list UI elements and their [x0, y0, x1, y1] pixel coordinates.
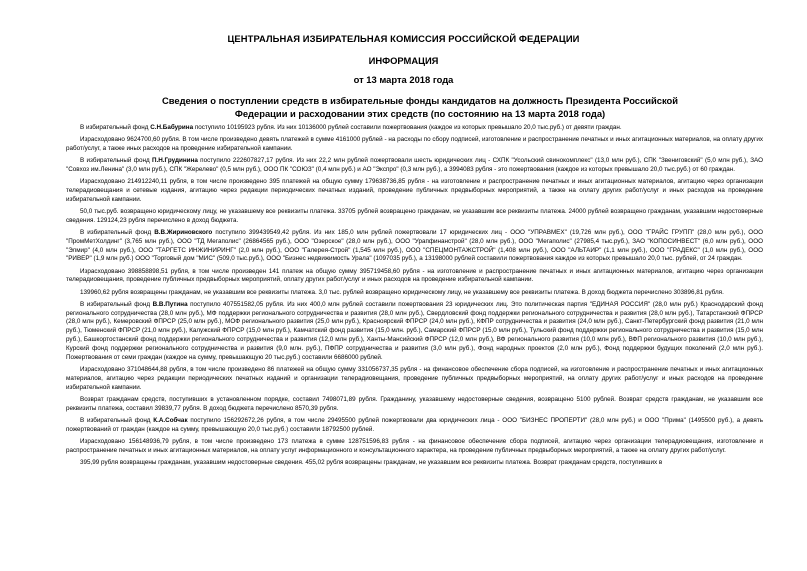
- paragraph: В избирательный фонд К.А.Собчак поступило 156292672,26 рубля, в том числе 29495500 рублей пожертвовали два юридических лица - ООО "БИЗНЕС ПРОПЕРТИ" (28,0 млн руб.) и ООО "Прима" (1495500 руб.), а девять пожертвований от граждан (каждое на сумму, превышающую 20,0 тыс.руб.) составили 18792500 рублей.: [66, 416, 763, 433]
- candidate-name: В.В.Жириновского: [154, 228, 213, 236]
- paragraph: Израсходовано 156148936,79 рубля, в том числе произведено 173 платежа в сумме 128751596,83 рубля - на финансовое обеспечение сбора подписей, агитацию через организации телерадиовещания, изготовление и распространение печатных и иных агитационных материалов, на оплату услуг информационного и консультационного характера, на проведение публичных предвыборных мероприятий, а также на оплату других работ/услуг.: [66, 437, 763, 454]
- paragraph: Израсходовано 371048644,88 рубля, в том числе произведено 86 платежей на общую сумму 331056737,35 рубля - на финансовое обеспечение сбора подписей, на изготовление и распространение печатных и иных агитационных материалов, агитацию через редакции периодических печатных изданий и организации телерадиовещания, проведение публичных предвыборных мероприятий, на оплату других работ/услуг и иных расходов на проведение избирательной кампании.: [66, 365, 763, 391]
- candidate-name: П.Н.Грудинина: [151, 157, 198, 165]
- paragraph: В избирательный фонд П.Н.Грудинина поступило 222607827,17 рубля. Из них 22,2 млн рублей пожертвовали шесть юридических лиц - СХПК "Усольский свинокомплекс" (13,0 млн руб.), СПК "Звениговский" (5,0 млн руб.), ЗАО "Совхоз им.Ленина" (3,0 млн руб.), СПК "Жерелево" (0,5 млн руб.), ООО ПК "СОЮЗ" (0,4 млн руб.) и АО "Экспро" (0,3 млн руб.), а 3994083 рубля - это пожертвования (каждое из которых превышало 20,0 тыс.руб.) от 60 граждан.: [66, 157, 763, 173]
- document-date: от 13 марта 2018 года: [353, 74, 454, 85]
- paragraph: Израсходовано 398858898,51 рубля, в том числе произведен 141 платеж на общую сумму 395719458,60 рубля - на изготовление и распространение печатных и иных агитационных материалов, агитацию через организации телерадиовещания, проведение публичных предвыборных мероприятий, оплату других работ/услуг и иных расходов на проведение избирательной кампании.: [66, 267, 763, 284]
- paragraph: Израсходовано 9624700,60 рубля. В том числе произведено девять платежей в сумме 4161000 рублей - на расходы по сбору подписей, изготовление и распространение печатных и иных агитационных материалов, на оплату других работ/услуг, а также иных расходов на проведение избирательной кампании.: [66, 136, 763, 152]
- paragraph: Израсходовано 214912240,11 рубля, в том числе произведено 395 платежей на общую сумму 179638736,85 рубля - на изготовление и распространение печатных и иных агитационных материалов, агитацию через организации телерадиовещания и сетевые издания, агитацию через редакции периодических печатных изданий, проведение публичных предвыборных мероприятий, а также на оплату других работ/услуг и иных расходов на проведение избирательной кампании.: [66, 178, 763, 203]
- organization-heading: ЦЕНТРАЛЬНАЯ ИЗБИРАТЕЛЬНАЯ КОМИССИЯ РОССИЙСКОЙ ФЕДЕРАЦИИ: [227, 33, 580, 44]
- paragraph: 395,99 рубля возвращены гражданам, указавшим недостоверные сведения. 455,02 рубля возвращены гражданам, не указавшим все реквизиты платежа. Возврат гражданам средств, поступивших в: [80, 458, 663, 466]
- paragraph: В избирательный фонд В.В.Жириновского поступило 399439549,42 рубля. Из них 185,0 млн рублей пожертвовали 17 юридических лиц - ООО "УПРАВМЕХ" (19,726 млн руб.), ООО "ГРАЙС ГРУПП" (28,0 млн руб.), ООО "ПромМетХолдинг" (3,765 млн руб.), ООО "ТД Мегаполис" (26864565 руб.), ООО "Озерское" (28,0 млн руб.), ООО "Урапфинанстрой" (28,0 млн руб.), ООО "Мегаполис" (27985,4 тыс.руб.), ЗАО "КОПОСИНВЕСТ" (6,0 млн руб.), ООО "Элмир" (4,0 млн руб.), ООО "ТАРГЕТС ИНЖИНИРИНГ" (2,0 млн руб.), ООО "Галерея-Строй" (1,545 млн руб.), ООО "СПЕЦМОНТАЖСТРОЙ" (1,408 млн руб.), ООО "АЛЬТАИР" (1,1 млн руб.), ООО "ГРАДЕКС" (1,0 млн руб.), ООО "РИВЕР" (1,9 млн руб.) ООО "Торговый дом "МИС" (509,0 тыс.руб.), ООО "Бизнес недвижимость Урала" (1097035 руб.), а 13198000 рублей составили пожертвования каждое из которых превышало 20,0 тыс. рублей, от 24 граждан.: [66, 228, 763, 263]
- document-body: [66, 124, 763, 471]
- candidate-name: С.Н.Бабурина: [150, 124, 194, 131]
- candidate-name: В.В.Путина: [152, 300, 188, 308]
- paragraph: В избирательный фонд В.В.Путина поступило 407551582,05 рубля. Из них 400,0 млн рублей составили пожертвования 23 юридических лиц. Это политическая партия "ЕДИНАЯ РОССИЯ" (28,0 млн руб.) Краснодарский фонд регионального сотрудничества (28,0 млн руб.), МФ поддержки регионального сотрудничества и развития (28,0 млн руб.), Свердловский фонд поддержки регионального сотрудничества и развития (28,0 млн руб.), Татарстанский ФПРСР (28,0 млн руб.), Кемеровский ФПРСР (25,0 млн руб.), МОФ регионального развития (25,0 млн руб.), Красноярский ФПРСР (24,0 млн руб.), КФПР сотрудничества и развития (24,0 млн руб.), Санкт-Петербургский фонд развития (21,0 млн руб.), Тюменский ФПРСР (21,0 млн руб.), Калужский ФПРСР (15,0 млн руб.), Камчатский фонд развития (15,0 млн. руб.), Самарский ФПРСР (15,0 млн руб.), Тульский фонд поддержки регионального сотрудничества и развития (15,0 млн руб.), Башкортостанский фонд поддержки регионального сотрудничества и развития (12,0 млн руб.), Ханты-Мансийский ФПРСР (12,0 млн руб.), ВФ регионального развития (10,0 млн руб.), ВФП регионального развития (10,0 млн руб.), Курский фонд поддержки регионального сотрудничества и развития (9,0 млн. руб.), ПФПР сотрудничества и развития (3,0 млн руб.), Фонд народных проектов (2,0 млн руб.), Фонд поддержки будущих поколений (2,0 млн руб.). Пожертвования от семи граждан (каждое на сумму, превышающую 20 тыс.руб.) составили 6686000 рублей.: [66, 300, 763, 361]
- candidate-name: К.А.Собчак: [153, 416, 188, 424]
- document-type-heading: ИНФОРМАЦИЯ: [368, 55, 439, 66]
- document-title: Сведения о поступлении средств в избирательные фонды кандидатов на должность Президента Российской Федерации и расходовании этих средств (по состоянию на 13 марта 2018 года): [161, 95, 679, 119]
- paragraph: 139960,62 рубля возвращены гражданам, не указавшим все реквизиты платежа. 3,0 тыс. рублей возвращено юридическому лицу, не указавшему все реквизиты платежа. В доход бюджета перечислено 303896,81 рубля.: [80, 288, 724, 296]
- paragraph: В избирательный фонд С.Н.Бабурина поступило 10195923 рубля. Из них 10136000 рублей составили пожертвования (каждое из которых превышало 20,0 тыс.руб.) от девяти граждан.: [80, 124, 622, 131]
- paragraph: 50,0 тыс.руб. возвращено юридическому лицу, не указавшему все реквизиты платежа. 33705 рублей возвращено гражданам, не указавшим все реквизиты платежа. 24000 рублей возвращено гражданам, указавшим недостоверные сведения. 129124,23 рубля перечислено в доход бюджета.: [66, 207, 763, 224]
- paragraph: Возврат гражданам средств, поступивших в установленном порядке, составил 7498071,89 рубля. Гражданину, указавшему недостоверные сведения, возвращено 5100 рублей. Возврат средств гражданам, не указавшим все реквизиты платежа, составил 39839,77 рубля. В доход бюджета перечислено 8570,39 рубля.: [66, 395, 763, 412]
